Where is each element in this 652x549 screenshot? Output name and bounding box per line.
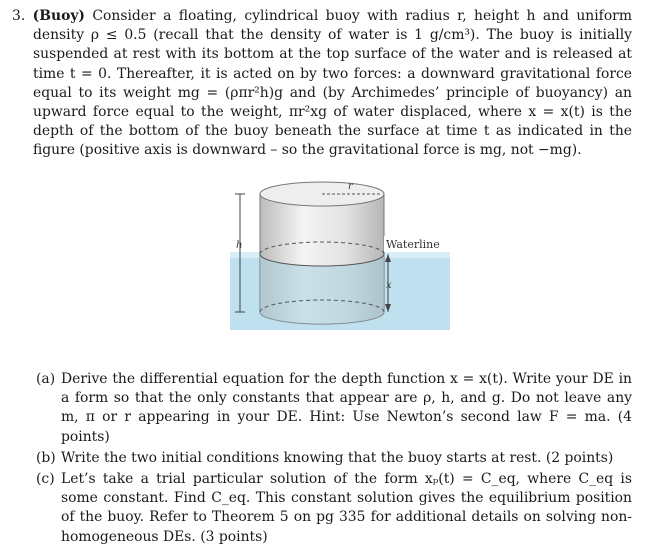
label-h: h xyxy=(236,240,243,251)
problem-statement xyxy=(12,7,632,161)
part-text: Let’s take a trial particular solution of the form xₚ(t) = C_eq, where C_eq is some constant. Find C_eq. This constant solution gives the equilibrium position of the buoy. Refer to Theorem 5 on pg 335 for additional details on solving non-homogeneous DEs. (3 points) xyxy=(61,471,632,545)
problem-parts xyxy=(36,370,632,549)
part-label: (a) xyxy=(36,371,56,387)
part-label: (b) xyxy=(36,449,56,466)
problem-title: (Buoy) xyxy=(32,8,85,24)
waterline-label: Waterline xyxy=(386,238,440,251)
problem-number: 3. xyxy=(12,8,26,24)
buoy-figure xyxy=(230,180,450,330)
label-x: x xyxy=(386,280,392,291)
label-r: r xyxy=(348,181,353,192)
part-text: Derive the differential equation for the depth function x = x(t). Write your DE in a form so that the only constants that appear are ρ, h, and g. Do not leave any m, π or r appearing in your DE. Hint: Use Newton’s second law F = ma. (4 points) xyxy=(61,371,632,445)
problem-intro: Consider a floating, cylindrical buoy with radius r, height h and uniform density ρ ≤ 0.5 (recall that the density of water is 1 g/cm³). The buoy is initially suspended at rest with its bottom at the top surface of the water and is released at time t = 0. Thereafter, it is acted on by two forces: a downward gravitational force equal to its weight mg = (ρπr²h)g and (by Archimedes’ principle of buoyancy) an upward force equal to the weight, πr²xg of water displaced, where x = x(t) is the depth of the bottom of the buoy beneath the surface at time t as indicated in the figure (positive axis is downward – so the gravitational force is mg, not −mg). xyxy=(33,8,632,159)
buoy-diagram xyxy=(230,180,450,330)
part-text: Write the two initial conditions knowing that the buoy starts at rest. (2 points) xyxy=(61,449,614,466)
part-a xyxy=(36,370,632,447)
part-c xyxy=(36,470,632,547)
part-label: (c) xyxy=(36,471,55,488)
part-b xyxy=(36,449,632,468)
problem-paragraph xyxy=(12,7,632,161)
